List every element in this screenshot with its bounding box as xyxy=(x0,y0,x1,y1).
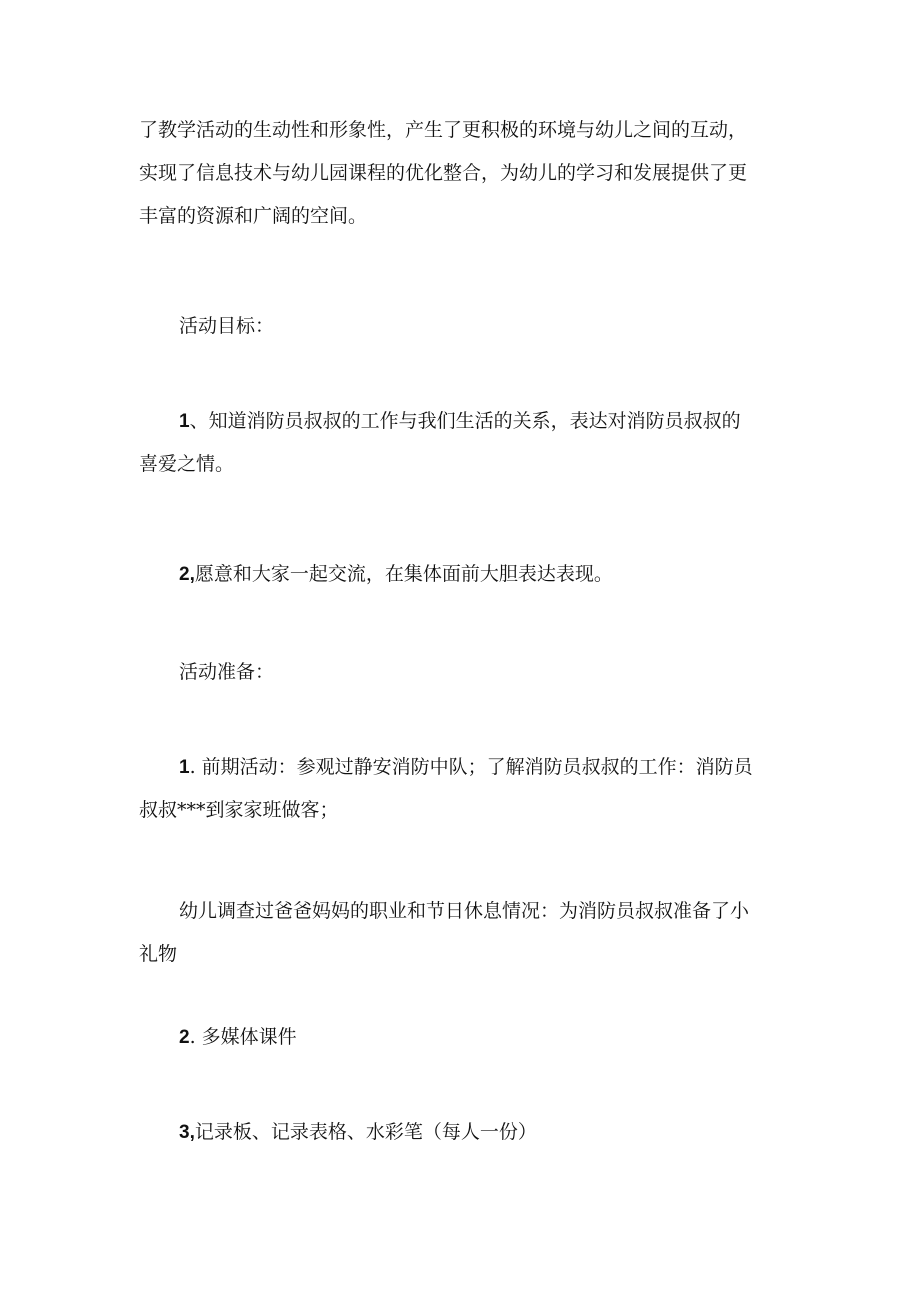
intro-line-3: 丰富的资源和广阔的空间。 xyxy=(139,205,368,227)
goals-heading-text: 活动目标： xyxy=(179,315,275,337)
prep-item-1-line-1 xyxy=(139,746,789,789)
prep-item-2-line xyxy=(139,1016,789,1059)
prep-item-1b xyxy=(139,890,789,976)
goal-item-2-line xyxy=(139,553,789,596)
prep-item-2-text: . 多媒体课件 xyxy=(189,1026,297,1048)
intro-line-2: 实现了信息技术与幼儿园课程的优化整合，为幼儿的学习和发展提供了更 xyxy=(139,162,748,184)
intro-paragraph xyxy=(139,109,789,238)
preparation-heading xyxy=(139,651,829,694)
prep-item-3-line xyxy=(139,1111,789,1154)
goal-item-2 xyxy=(139,553,789,596)
prep-item-3 xyxy=(139,1111,789,1154)
goal-item-1-line-1 xyxy=(139,400,789,443)
goal-item-1-line-2: 喜爱之情。 xyxy=(139,453,235,475)
prep-item-1-text: . 前期活动：参观过静安消防中队；了解消防员叔叔的工作：消防员 xyxy=(189,756,753,778)
goal-item-2-number: 2, xyxy=(179,564,195,585)
prep-item-3-text: 记录板、记录表格、水彩笔（每人一份） xyxy=(194,1121,537,1143)
prep-item-2-number: 2 xyxy=(179,1027,190,1048)
goal-item-1 xyxy=(139,400,789,486)
goal-item-1-text: 、知道消防员叔叔的工作与我们生活的关系，表达对消防员叔叔的 xyxy=(189,410,741,432)
goal-item-2-text: 愿意和大家一起交流，在集体面前大胆表达表现。 xyxy=(194,563,613,585)
prep-item-1 xyxy=(139,746,789,832)
prep-item-1b-line-2: 礼物 xyxy=(139,943,178,965)
prep-item-3-number: 3, xyxy=(179,1122,195,1143)
preparation-heading-text: 活动准备： xyxy=(179,661,275,683)
intro-line-1: 了教学活动的生动性和形象性，产生了更积极的环境与幼儿之间的互动， xyxy=(139,119,748,141)
prep-item-1-number: 1 xyxy=(179,757,190,778)
goals-heading xyxy=(139,305,829,348)
prep-item-1-line-2: 叔叔***到家家班做客； xyxy=(139,799,339,821)
prep-item-1b-line-1: 幼儿调查过爸爸妈妈的职业和节日休息情况：为消防员叔叔准备了小 xyxy=(179,900,750,922)
goal-item-1-number: 1 xyxy=(179,411,190,432)
prep-item-2 xyxy=(139,1016,789,1059)
